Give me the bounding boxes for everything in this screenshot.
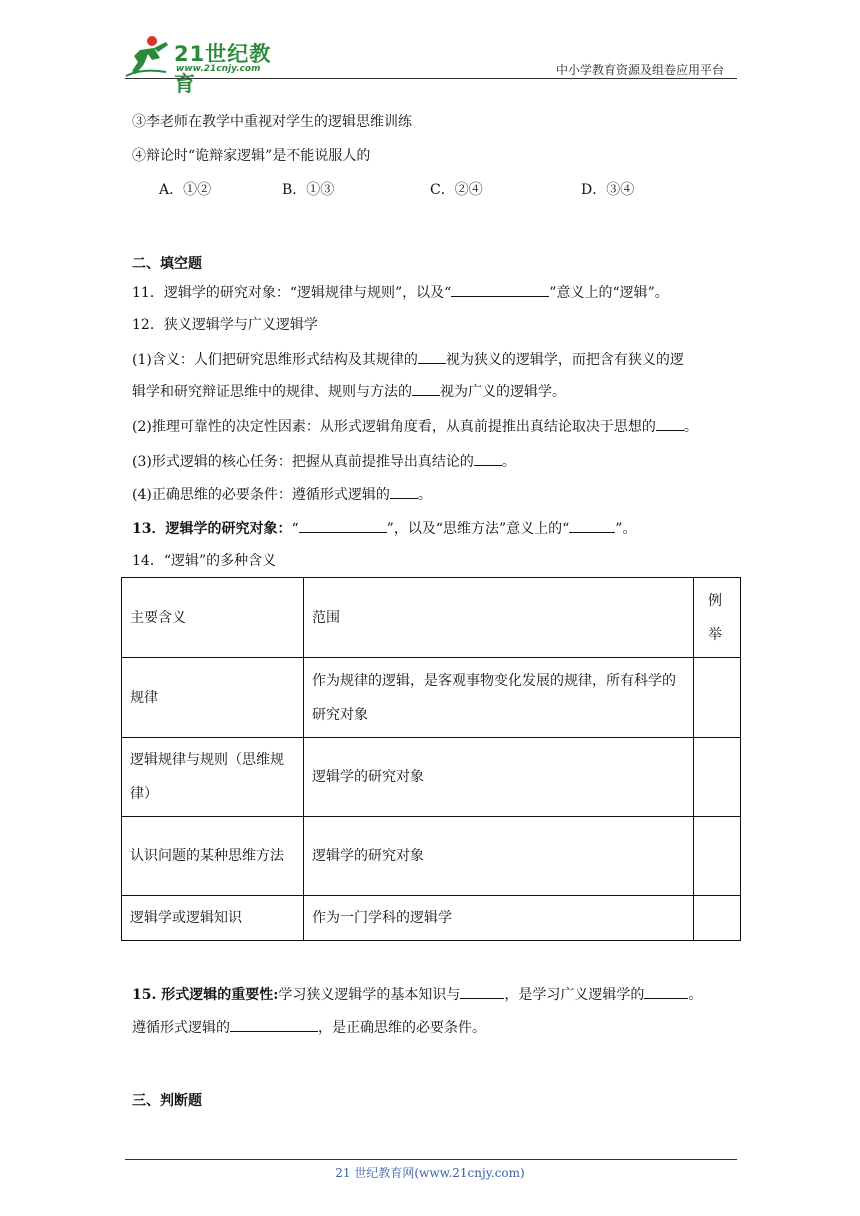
q12-part4: [132, 484, 432, 505]
table-header-cell: 主要含义: [122, 578, 304, 658]
q15-blank-3: [230, 1017, 318, 1032]
q12-part2: [132, 416, 698, 437]
q13-open-quote: “: [291, 521, 299, 537]
footer-link[interactable]: 21 世纪教育网(www.21cnjy.com): [335, 1166, 525, 1180]
q12-p3-text-b: 。: [501, 454, 516, 470]
table-cell-example: [694, 738, 741, 817]
q15-label: 15. 形式逻辑的重要性:: [132, 987, 279, 1003]
q13-text-d: ”。: [615, 521, 637, 537]
section-3-title: 三、判断题: [132, 1093, 202, 1109]
header-divider: [125, 78, 737, 79]
q13-blank-1: [299, 518, 387, 533]
table-row: [122, 817, 741, 896]
logic-meanings-table: [121, 577, 741, 941]
q12-p1-text-d: 视为广义的逻辑学。: [440, 384, 566, 400]
q12-p2-text-b: 。: [683, 419, 698, 435]
logo-text: 21世纪教育: [174, 42, 272, 96]
table-cell-example: [694, 817, 741, 896]
q12-p1-text-c: 辑学和研究辩证思维中的规律、规则与方法的: [132, 384, 412, 400]
q12-p1-blank-1: [418, 349, 446, 364]
statement-4: ④辩论时“诡辩家逻辑”是不能说服人的: [132, 148, 371, 164]
table-cell-meaning: 规律: [122, 658, 304, 738]
q12-part3: [132, 451, 516, 472]
question-15-line1: [132, 984, 702, 1005]
q15-text-b: ，是学习广义逻辑学的: [504, 987, 645, 1003]
q13-label: 13．逻辑学的研究对象：: [132, 521, 292, 537]
option-d: D．③④: [581, 182, 635, 198]
q12-p2-blank: [656, 416, 684, 431]
table-cell-meaning: 逻辑学或逻辑知识: [122, 896, 304, 941]
q11-text-b: ”意义上的“逻辑”。: [549, 285, 669, 301]
section-2-title: 二、填空题: [132, 256, 202, 272]
q11-text-a: 11．逻辑学的研究对象：“逻辑规律与规则”，以及“: [132, 285, 452, 301]
q12-p4-text-a: (4)正确思维的必要条件：遵循形式逻辑的: [132, 487, 390, 503]
q12-p4-blank: [390, 484, 418, 499]
table-row: [122, 738, 741, 817]
q12-p1-text-b: 视为狭义的逻辑学，而把含有狭义的逻: [445, 352, 684, 368]
q13-blank-2: [569, 518, 615, 533]
table-header-cell: 范围: [304, 578, 694, 658]
q12-p3-text-a: (3)形式逻辑的核心任务：把握从真前提推导出真结论的: [132, 454, 474, 470]
q12-p4-text-b: 。: [417, 487, 432, 503]
site-logo: [122, 34, 292, 96]
q12-part1-line2: [132, 381, 566, 402]
option-b: B．①③: [282, 182, 335, 198]
table-cell-example: [694, 658, 741, 738]
table-cell-meaning: 认识问题的某种思维方法: [122, 817, 304, 896]
table-header-cell: 例举: [694, 578, 741, 658]
question-15-line2: [132, 1017, 486, 1038]
option-a: A．①②: [159, 182, 212, 198]
table-row: [122, 658, 741, 738]
table-cell-scope: 逻辑学的研究对象: [304, 738, 694, 817]
table-cell-scope: 作为一门学科的逻辑学: [304, 896, 694, 941]
q15-text-c: 。: [688, 987, 703, 1003]
q15-text-d: 遵循形式逻辑的: [132, 1020, 230, 1036]
question-11: [132, 282, 669, 303]
q12-p3-blank: [474, 451, 502, 466]
q12-p1-blank-2: [412, 381, 440, 396]
table-cell-scope: 逻辑学的研究对象: [304, 817, 694, 896]
q11-blank: [451, 282, 549, 297]
question-13: [132, 518, 636, 539]
table-cell-scope: 作为规律的逻辑，是客观事物变化发展的规律，所有科学的研究对象: [304, 658, 694, 738]
footer-divider: [125, 1159, 737, 1160]
question-14-title: 14．“逻辑”的多种含义: [132, 553, 277, 569]
table-cell-meaning: 逻辑规律与规则（思维规律）: [122, 738, 304, 817]
q12-p2-text-a: (2)推理可靠性的决定性因素：从形式逻辑角度看，从真前提推出真结论取决于思想的: [132, 419, 656, 435]
table-cell-example: [694, 896, 741, 941]
option-c: C．②④: [430, 182, 483, 198]
q15-text-a: 学习狭义逻辑学的基本知识与: [278, 987, 461, 1003]
table-row: [122, 896, 741, 941]
q15-blank-1: [460, 984, 504, 999]
q12-p1-text-a: (1)含义：人们把研究思维形式结构及其规律的: [132, 352, 418, 368]
question-12-title: 12．狭义逻辑学与广义逻辑学: [132, 317, 318, 333]
q15-blank-2: [644, 984, 688, 999]
runner-logo-icon: [122, 34, 172, 78]
q15-text-e: ，是正确思维的必要条件。: [318, 1020, 486, 1036]
q13-text-c: ”，以及“思维方法”意义上的“: [386, 521, 570, 537]
table-header-row: [122, 578, 741, 658]
header-platform-text: 中小学教育资源及组卷应用平台: [555, 63, 724, 77]
statement-3: ③李老师在教学中重视对学生的逻辑思维训练: [132, 114, 412, 130]
logo-url: www.21cnjy.com: [176, 64, 261, 74]
q12-part1-line1: [132, 349, 684, 370]
